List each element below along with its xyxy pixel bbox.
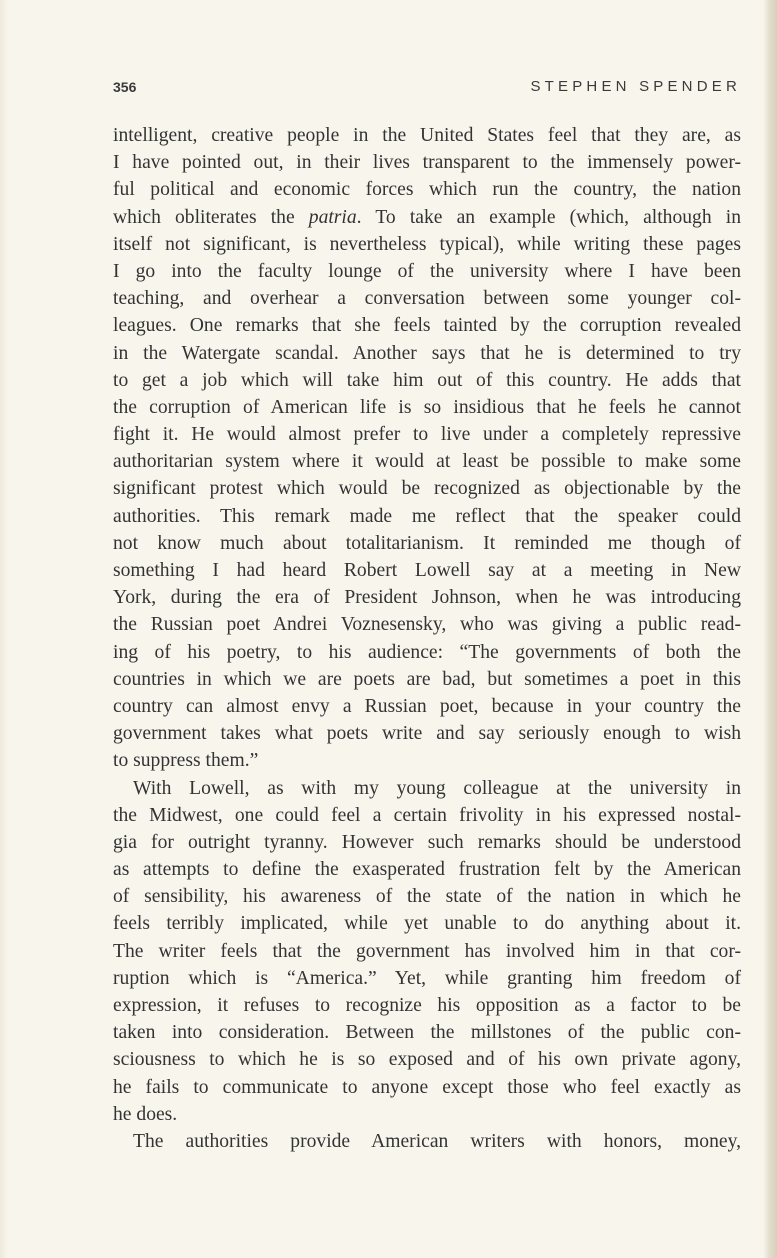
text-segment: in the Watergate scandal. Another says that he is determined to try bbox=[113, 342, 741, 364]
text-segment: feels terribly implicated, while yet unable to do anything about it. bbox=[113, 913, 741, 935]
text-segment: which obliterates the bbox=[113, 206, 309, 228]
text-line bbox=[113, 1074, 741, 1101]
text-segment: ing of his poetry, to his audience: “The governments of both the bbox=[113, 641, 741, 663]
text-line bbox=[113, 747, 741, 774]
book-spine-shadow bbox=[763, 0, 777, 1258]
text-segment: the Russian poet Andrei Voznesensky, who was giving a public read- bbox=[113, 614, 741, 636]
text-line bbox=[113, 1128, 741, 1155]
text-segment: of sensibility, his awareness of the state of the nation in which he bbox=[113, 886, 741, 908]
text-segment: . To take an example (which, although in bbox=[356, 206, 741, 228]
text-line bbox=[113, 557, 741, 584]
text-segment: I go into the faculty lounge of the university where I have been bbox=[113, 260, 741, 282]
text-line bbox=[113, 421, 741, 448]
text-line bbox=[113, 883, 741, 910]
text-line bbox=[113, 965, 741, 992]
text-line bbox=[113, 312, 741, 339]
text-line bbox=[113, 910, 741, 937]
text-line bbox=[113, 720, 741, 747]
text-line bbox=[113, 829, 741, 856]
text-line bbox=[113, 204, 741, 231]
text-line bbox=[113, 584, 741, 611]
text-segment: ruption which is “America.” Yet, while granting him freedom of bbox=[113, 967, 741, 989]
text-line bbox=[113, 231, 741, 258]
page-left-edge bbox=[0, 0, 8, 1258]
text-segment: countries in which we are poets are bad, but sometimes a poet in this bbox=[113, 668, 741, 690]
text-line bbox=[113, 611, 741, 638]
text-segment: The writer feels that the government has involved him in that cor- bbox=[113, 940, 741, 962]
text-segment: authoritarian system where it would at least be possible to make some bbox=[113, 451, 741, 473]
text-line bbox=[113, 285, 741, 312]
page-number: 356 bbox=[113, 79, 137, 95]
running-head: STEPHEN SPENDER bbox=[530, 78, 741, 95]
text-segment: The authorities provide American writers with honors, money, bbox=[133, 1130, 741, 1152]
text-segment: not know much about totalitarianism. It reminded me though of bbox=[113, 532, 741, 554]
text-segment: itself not significant, is nevertheless typical), while writing these pages bbox=[113, 233, 741, 255]
text-segment: I have pointed out, in their lives transparent to the immensely power- bbox=[113, 152, 741, 174]
text-segment: country can almost envy a Russian poet, because in your country the bbox=[113, 695, 741, 717]
text-segment: to get a job which will take him out of this country. He adds that bbox=[113, 369, 741, 391]
text-segment: the corruption of American life is so insidious that he feels he cannot bbox=[113, 396, 741, 418]
text-line bbox=[113, 666, 741, 693]
text-segment: expression, it refuses to recognize his opposition as a factor to be bbox=[113, 995, 741, 1016]
text-segment: York, during the era of President Johnson, when he was introducing bbox=[113, 587, 741, 609]
text-segment: leagues. One remarks that she feels tainted by the corruption revealed bbox=[113, 315, 741, 337]
text-line bbox=[113, 1101, 741, 1128]
text-line bbox=[113, 340, 741, 367]
text-segment: he fails to communicate to anyone except those who feel exactly as bbox=[113, 1076, 741, 1098]
text-segment: government takes what poets write and say seriously enough to wish bbox=[113, 723, 741, 745]
text-segment: fight it. He would almost prefer to live under a completely repressive bbox=[113, 424, 741, 446]
text-segment: the Midwest, one could feel a certain frivolity in his expressed nostal- bbox=[113, 804, 741, 826]
text-line bbox=[113, 149, 741, 176]
text-line bbox=[113, 475, 741, 502]
text-line bbox=[113, 856, 741, 883]
text-segment: significant protest which would be recognized as objectionable by the bbox=[113, 478, 741, 500]
text-segment: ful political and economic forces which run the country, the nation bbox=[113, 179, 741, 201]
text-line bbox=[113, 176, 741, 203]
text-segment: authorities. This remark made me reflect that the speaker could bbox=[113, 505, 741, 527]
text-segment: he does. bbox=[113, 1103, 178, 1125]
text-line bbox=[113, 122, 741, 149]
text-line bbox=[113, 1046, 741, 1073]
text-segment: intelligent, creative people in the United States feel that they are, as bbox=[113, 125, 741, 146]
text-segment: as attempts to define the exasperated frustration felt by the American bbox=[113, 859, 741, 881]
text-line bbox=[113, 448, 741, 475]
text-segment: sciousness to which he is so exposed and of his own private agony, bbox=[113, 1049, 741, 1071]
text-line bbox=[113, 530, 741, 557]
italic-word: patria bbox=[308, 206, 357, 228]
text-line bbox=[113, 503, 741, 530]
text-line bbox=[113, 992, 741, 1019]
text-segment: something I had heard Robert Lowell say at a meeting in New bbox=[113, 560, 741, 581]
text-line bbox=[113, 394, 741, 421]
text-line bbox=[113, 639, 741, 666]
text-segment: With Lowell, as with my young colleague at the university in bbox=[133, 777, 741, 799]
text-line bbox=[113, 1019, 741, 1046]
text-segment: teaching, and overhear a conversation between some younger col- bbox=[113, 288, 741, 310]
body-text bbox=[113, 122, 741, 1155]
text-line bbox=[113, 693, 741, 720]
text-line bbox=[113, 802, 741, 829]
text-line bbox=[113, 367, 741, 394]
text-segment: to suppress them.” bbox=[113, 750, 259, 772]
text-line bbox=[113, 775, 741, 802]
text-line bbox=[113, 938, 741, 965]
text-line bbox=[113, 258, 741, 285]
text-segment: taken into consideration. Between the millstones of the public con- bbox=[113, 1022, 741, 1044]
text-segment: gia for outright tyranny. However such remarks should be understood bbox=[113, 831, 741, 853]
